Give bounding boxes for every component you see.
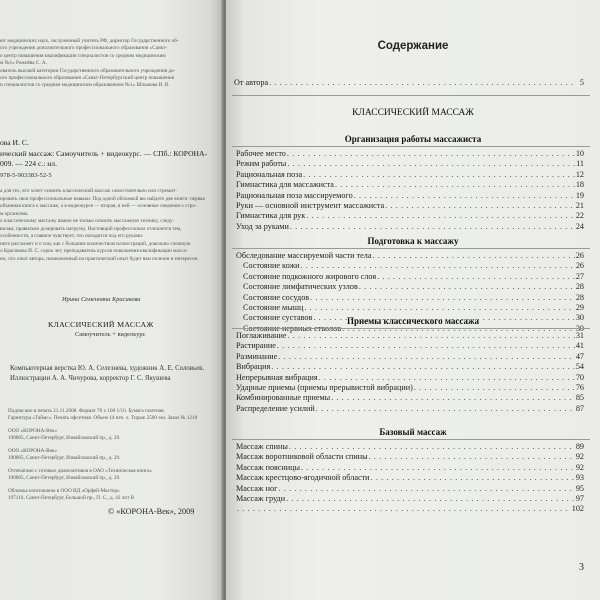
toc-entry-label: Массаж поясницы (236, 462, 300, 472)
text-line: Обложка изготовлена в ООО ИД «Орфей-Мастер» (8, 488, 120, 494)
annotation-block (0, 188, 220, 263)
toc-entry-label: Комбинированные приемы (236, 393, 331, 403)
author-name: Ирина Семеновна Красикова (62, 296, 141, 303)
book-subtitle: Самоучитель + видеокурс (75, 331, 146, 338)
toc-entry-label: Массаж спины (236, 442, 288, 451)
toc-entry-label: Рациональная поза массируемого (236, 190, 353, 200)
leader-dots (277, 341, 575, 350)
divider (232, 248, 590, 249)
toc-entry-page: 12 (575, 169, 584, 179)
toc-entry-page: 76 (575, 383, 584, 392)
toc-entry-page: 41 (575, 341, 584, 351)
leader-dots (278, 484, 574, 493)
toc-entry-label: Массаж крестцово-ягодичной области (236, 473, 370, 483)
leader-dots (269, 78, 575, 87)
text-line: и специалистов со средним медицинским образованием №1» Шлыкова И. В. (0, 82, 170, 89)
text-line: 197110, Санкт-Петербург, Большой пр., П. С., д. 42 лит В (8, 495, 135, 502)
right-page (226, 0, 600, 600)
toc-entry-label: Массаж груди (236, 494, 286, 503)
toc-entry-page: 28 (575, 292, 584, 302)
toc-entry-label: Рабочее место (236, 149, 286, 158)
divider (232, 328, 590, 329)
toc-entry[interactable] (243, 272, 584, 281)
toc-entry-page: 92 (575, 452, 584, 462)
toc-entry[interactable] (236, 504, 584, 513)
text-line: ООО «КОРОНА-Век» (8, 428, 57, 434)
toc-entry-label: Состояние нервных стволов (243, 323, 342, 333)
toc-entry-page: 93 (575, 473, 584, 483)
toc-entry[interactable] (243, 261, 584, 270)
text-line: Компьютерная верстка Ю. А. Селезнева, художник А. Е. Соловьев. (10, 365, 205, 372)
toc-entry-label: Состояние кожи (243, 261, 300, 271)
section-heading: Организация работы массажиста (344, 134, 482, 144)
toc-entry-page: 47 (575, 351, 584, 361)
book-title: КЛАССИЧЕСКИЙ МАССАЖ (48, 320, 154, 329)
toc-entry-label: Руки — основной инструмент массажиста (236, 201, 385, 210)
text-line: 190005, Санкт-Петербург, Измайловский пр., д. 29. (8, 475, 121, 482)
text-line: л Красикова И. С. сорок лет, преподаватель курсов повышения квалификации масса- (0, 248, 188, 254)
leader-dots (306, 211, 575, 220)
section-heading: Базовый массаж (379, 427, 447, 437)
text-line: 009. — 224 с.: ил. (0, 159, 57, 168)
reviewers-block (0, 38, 220, 90)
leader-dots (290, 222, 575, 231)
toc-entry-page: 70 (575, 372, 584, 382)
text-line: 190005, Санкт-Петербург, Измайловский пр., д. 29. (8, 455, 121, 462)
text-line: о центр повышения квалификации специалистов со средним медицинским (0, 52, 166, 59)
text-line: ют медицинских наук, заслуженный учитель РФ, директор Государственного об- (0, 38, 179, 44)
toc-entry-page: 11 (576, 159, 584, 169)
section-heading: Приемы классического массажа (346, 316, 480, 326)
toc-entry-label: Уход за руками (236, 221, 289, 231)
toc-entry[interactable] (236, 404, 584, 413)
text-line: ователь высшей категории Государственного образовательного учреждения до- (0, 67, 176, 74)
leader-dots (372, 251, 574, 260)
leader-dots (377, 272, 575, 281)
toc-entry[interactable] (236, 222, 584, 231)
leader-dots (301, 463, 575, 472)
toc-entry[interactable] (236, 149, 584, 158)
text-line: Иллюстрации А. А. Чичурова, корректор Г. С. Якушева (10, 375, 171, 383)
text-line: ический массаж: Самоучитель + видеокурс. — СПб.: КОРОНА- (0, 148, 208, 158)
leader-dots (414, 383, 575, 392)
toc-entry[interactable] (236, 331, 584, 340)
text-line: ого учреждения дополнительного профессионального образования «Санкт- (0, 45, 168, 52)
toc-entry[interactable] (236, 352, 584, 361)
toc-entry-label: Обследование массируемой части тела (236, 251, 372, 260)
toc-entry[interactable] (236, 170, 584, 179)
toc-entry-page: 26 (575, 261, 584, 271)
divider (232, 146, 590, 147)
toc-entry-page: 85 (575, 393, 584, 403)
toc-entry-page: 27 (575, 271, 584, 281)
leader-dots (287, 159, 575, 168)
text-line: Подписано в печать 21.11.2008. Формат 70 х 100 1/16. Бумага газетная. (8, 408, 165, 414)
toc-entry-page: 5 (579, 78, 584, 87)
text-line: м №1» Рожнёва С. А. (0, 60, 47, 67)
toc-entry-from-author[interactable] (234, 78, 584, 87)
toc-entry[interactable] (236, 180, 584, 189)
text-line: особенности, а главное чувствует, что находится под его руками. (0, 233, 144, 239)
text-line: ООО «КОРОНА-Век» (8, 448, 57, 454)
toc-entry-page: 18 (575, 180, 584, 190)
toc-entry-label: Рациональная поза (236, 169, 303, 179)
toc-entry[interactable] (243, 293, 584, 302)
toc-entry[interactable] (236, 463, 584, 472)
divider (232, 439, 590, 440)
toc-entry[interactable] (236, 452, 584, 461)
toc-entry-page: 54 (575, 362, 584, 372)
toc-entry-label: Ударные приемы (приемы прерывистой вибрации) (236, 383, 413, 392)
toc-entry[interactable] (236, 442, 584, 451)
toc-entry[interactable] (236, 251, 584, 260)
toc-entry-label: Состояние суставов (243, 313, 313, 323)
leader-dots (371, 473, 575, 482)
leader-dots (310, 293, 575, 302)
leader-dots (301, 261, 575, 270)
toc-entry-page: 92 (575, 462, 584, 472)
page-number: 3 (579, 562, 584, 573)
toc-entry-page: 24 (575, 221, 584, 231)
left-page (0, 0, 223, 600)
leader-dots (278, 352, 575, 361)
toc-entry-page: 22 (575, 211, 584, 221)
text-line: ова И. С. (0, 138, 29, 147)
toc-entry-page: 10 (575, 149, 584, 158)
toc-entry[interactable] (243, 303, 584, 312)
toc-entry[interactable] (236, 383, 584, 392)
text-line: Гарнитура «Таймс». Печать офсетная. Объем 14 печ. л. Тираж 2500 экз. Заказ № 1218 (8, 415, 198, 422)
toc-entry[interactable] (236, 494, 584, 503)
divider (232, 95, 590, 96)
toc-entry-label: Массаж воротниковой области спины (236, 452, 368, 462)
toc-entry-page: 87 (575, 403, 584, 413)
toc-entry[interactable] (236, 373, 584, 382)
leader-dots (385, 201, 575, 210)
toc-entry-page: 26 (575, 251, 584, 260)
copyright: © «КОРОНА-Век», 2009 (108, 507, 195, 516)
toc-entry[interactable] (243, 282, 584, 291)
text-line: Отпечатано с готовых диапозитивов в ОАО «Техническая книга» (8, 468, 152, 474)
part-title: КЛАССИЧЕСКИЙ МАССАЖ (352, 108, 474, 118)
toc-entry[interactable] (236, 191, 584, 200)
leader-dots (316, 404, 575, 413)
toc-entry-label: Состояние лимфатических узлов (243, 282, 358, 292)
toc-entry-label: Режим работы (236, 159, 287, 169)
text-line: м организма. (0, 210, 29, 217)
leader-dots (319, 373, 575, 382)
toc-entry[interactable] (236, 362, 584, 371)
text-line: вилам, правильно дозировать нагрузку. Настоящий профессионал отличается тем, (0, 225, 182, 232)
toc-entry-label: Состояние мышц (243, 303, 304, 312)
toc-entry[interactable] (236, 473, 584, 482)
leader-dots (335, 180, 575, 189)
toc-entry-label: От автора (234, 78, 269, 87)
toc-entry-label: Растирание (236, 341, 276, 351)
text-line: объемная книга о массаже, а в видеокурсе — вторая, в ней — основные сведения о стро- (0, 203, 197, 209)
toc-entry-label: Распределение усилий (236, 403, 315, 413)
toc-entry-page: 21 (575, 201, 584, 210)
toc-entry-label: Состояние подкожного жирового слоя (243, 271, 377, 281)
toc-entry-label: Гимнастика для массажиста (236, 180, 334, 190)
toc-entry-page: 89 (575, 442, 584, 451)
isbn: 978-5-903383-52-5 (0, 172, 52, 179)
toc-entry[interactable] (236, 201, 584, 210)
toc-entry-label: Поглаживание (236, 331, 287, 340)
toc-entry-page: 29 (575, 303, 584, 312)
toc-entry[interactable] (236, 393, 584, 402)
toc-entry-page: 30 (575, 323, 584, 333)
toc-entry-label: Вибрация (236, 362, 271, 372)
text-line: ого профессионального образования «Санкт-Петербургский центр повышения (0, 75, 175, 82)
toc-entry-page: 28 (575, 282, 584, 292)
toc-entry-label: Непрерывная вибрация (236, 372, 318, 382)
text-line: ем, что опыт автора, помноженный на практический опыт будет вам полезен и интересен. (0, 255, 199, 262)
leader-dots (354, 191, 575, 200)
text-line: а для тех, кто хочет освоить классический массаж самостоятельно или стремит- (0, 188, 177, 194)
leader-dots (237, 504, 571, 513)
leader-dots (287, 149, 575, 158)
leader-dots (359, 282, 575, 291)
leader-dots (288, 331, 575, 340)
toc-entry-page: 31 (575, 331, 584, 340)
imprint-block (8, 408, 223, 503)
toc-entry-label: Массаж ног (236, 483, 278, 493)
text-line: ировать свои профессиональные навыки. Под одной обложкой вы найдете две книги: первая (0, 195, 205, 202)
toc-entry-page: 95 (575, 483, 584, 493)
toc-entry-page: 30 (575, 313, 584, 323)
toc-entry-label: Состояние сосудов (243, 292, 310, 302)
leader-dots (304, 303, 574, 312)
toc-entry[interactable] (236, 341, 584, 350)
toc-title: Содержание (377, 40, 449, 52)
text-line: 198005, Санкт-Петербург, Измайловский пр., д. 29. (8, 435, 121, 442)
bibliographic-reference (0, 138, 207, 170)
leader-dots (331, 393, 575, 402)
toc-entry[interactable] (236, 159, 584, 168)
leader-dots (286, 494, 575, 503)
text-line: ниге расскажет и о том, как с большим количеством иллюстраций, довольно сложную (0, 240, 191, 247)
leader-dots (369, 452, 575, 461)
text-line: о классическому массажу важно не только освоить массажную технику, следу- (0, 218, 175, 224)
leader-dots (271, 362, 575, 371)
leader-dots (289, 442, 575, 451)
toc-entry-page: 97 (575, 494, 584, 503)
leader-dots (303, 170, 575, 179)
toc-entry[interactable] (236, 211, 584, 220)
toc-entry[interactable] (236, 484, 584, 493)
section-heading: Подготовка к массажу (367, 236, 459, 246)
toc-entry-label: Гимнастика для рук (236, 211, 306, 221)
credits-block (10, 364, 204, 385)
toc-entry-page: 19 (575, 190, 584, 200)
toc-entry-page: 102 (571, 504, 584, 514)
toc-entry-label: Разминание (236, 351, 278, 361)
